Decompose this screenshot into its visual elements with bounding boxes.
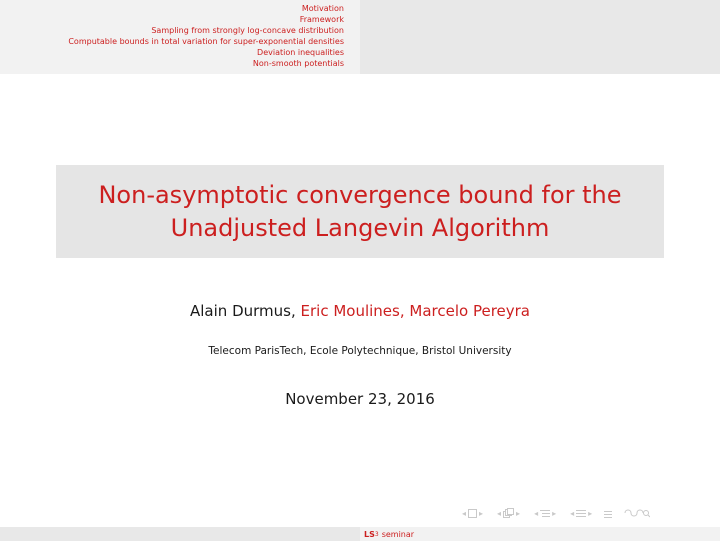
authors [0,302,720,320]
nav-section-sampling[interactable]: Sampling from strongly log-concave distribution [151,26,344,35]
frame-icon [468,509,477,518]
footer-title: LS [364,529,375,539]
nav-section-computable-bounds[interactable]: Computable bounds in total variation for super-exponential densities [68,37,344,46]
nav-subsection-group[interactable] [495,508,522,518]
nav-section-group[interactable] [532,509,558,518]
arrow-left-icon[interactable]: ◂ [462,508,467,518]
date: November 23, 2016 [285,390,435,408]
footline-short-title [360,527,720,541]
appendix-icon [604,509,612,518]
beamer-navigation-symbols [460,506,660,520]
arrow-right-icon[interactable]: ▸ [479,508,484,518]
title-box [56,165,664,258]
author-primary: Alain Durmus [190,302,291,320]
nav-search-group[interactable] [622,508,650,518]
arrow-right-icon[interactable]: ▸ [552,508,557,518]
subsection-icon [503,508,514,518]
author-coauthors: Eric Moulines, Marcelo Pereyra [300,302,530,320]
institute: Telecom ParisTech, Ecole Polytechnique, Bristol University [208,345,512,357]
footer-superscript: 3 [374,530,379,538]
document-icon [576,509,586,518]
nav-document-group[interactable] [568,509,594,518]
nav-section-non-smooth[interactable]: Non-smooth potentials [252,59,344,68]
headline-right-panel [360,0,720,74]
arrow-left-icon[interactable]: ◂ [570,508,575,518]
nav-frame-group[interactable] [460,509,485,518]
title-line-1: Non-asymptotic convergence bound for the [98,180,622,209]
nav-section-framework[interactable]: Framework [299,15,344,24]
arrow-right-icon[interactable]: ▸ [516,508,521,518]
section-navigation [0,0,360,74]
nav-appendix-group[interactable] [604,509,612,518]
footer-suffix: seminar [381,529,415,539]
arrow-left-icon[interactable]: ◂ [497,508,502,518]
nav-section-motivation[interactable]: Motivation [301,4,344,13]
search-back-forward-icon [622,508,650,518]
author-separator: , [290,302,301,320]
headline-bar [0,0,720,74]
arrow-right-icon[interactable]: ▸ [588,508,593,518]
footline-left-panel [0,527,360,541]
nav-section-deviation[interactable]: Deviation inequalities [257,48,344,57]
arrow-left-icon[interactable]: ◂ [534,508,539,518]
section-icon [540,509,550,518]
title-line-2: Unadjusted Langevin Algorithm [170,213,550,242]
footline-bar [0,527,720,541]
